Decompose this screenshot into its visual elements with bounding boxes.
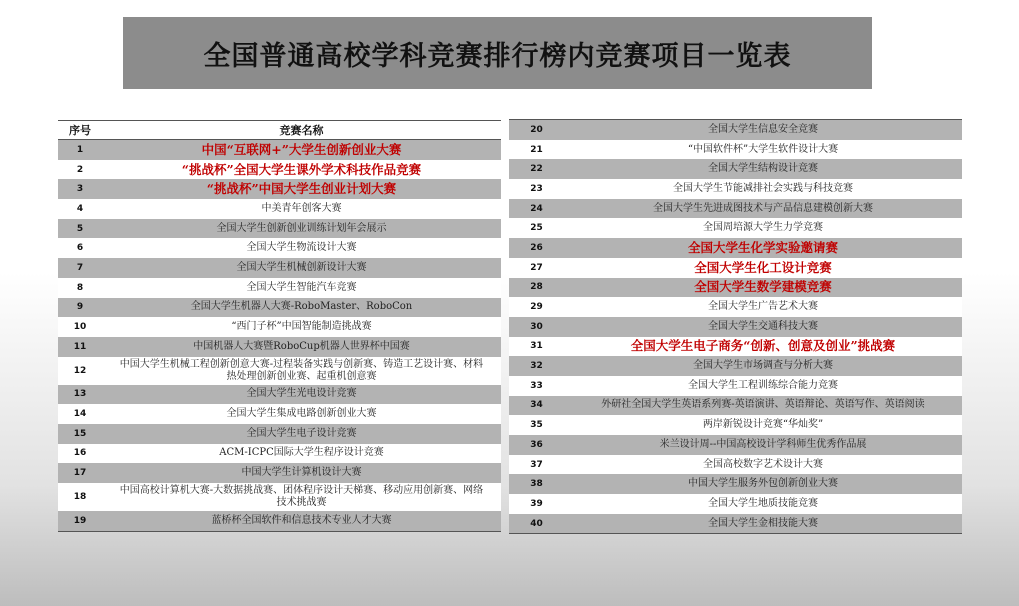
table-row [509,455,962,475]
competition-name: 全国大学生智能汽车竞赛 [102,278,501,298]
table-row [58,337,501,357]
table-row [509,514,962,534]
row-number: 5 [58,219,102,239]
table-row [509,238,962,258]
competition-name: 全国大学生市场调查与分析大赛 [564,356,962,376]
row-number: 22 [509,159,564,179]
competition-name: 全国大学生电子设计竞赛 [102,424,501,444]
competition-name: 全国大学生金相技能大赛 [564,514,962,534]
competition-name: 外研社全国大学生英语系列赛-英语演讲、英语辩论、英语写作、英语阅读 [564,396,962,416]
table-row [509,140,962,160]
table-row [58,160,501,180]
row-number: 19 [58,511,102,531]
table-row [509,376,962,396]
competition-table-right [509,119,962,534]
table-row [58,298,501,318]
competition-name: 全国大学生光电设计竞赛 [102,385,501,405]
table-row [58,258,501,278]
competition-name: 全国大学生节能减排社会实践与科技竞赛 [564,179,962,199]
competition-name: 全国大学生广告艺术大赛 [564,297,962,317]
row-number: 15 [58,424,102,444]
row-number: 3 [58,179,102,199]
competition-name: “中国软件杯”大学生软件设计大赛 [564,140,962,160]
row-number: 25 [509,218,564,238]
competition-name: 全国大学生创新创业训练计划年会展示 [102,219,501,239]
title-banner [123,17,872,89]
row-number: 29 [509,297,564,317]
competition-name: 全国大学生交通科技大赛 [564,317,962,337]
row-number: 13 [58,385,102,405]
competition-name: “挑战杯”全国大学生课外学术科技作品竞赛 [102,160,501,180]
table-row [509,120,962,140]
competition-name: 全国周培源大学生力学竞赛 [564,218,962,238]
table-row [509,199,962,219]
competition-name: “西门子杯”中国智能制造挑战赛 [102,317,501,337]
table-row [58,404,501,424]
table-row [58,140,501,160]
table-row [509,474,962,494]
header-number: 序号 [58,121,102,140]
table-row [58,385,501,405]
row-number: 27 [509,258,564,278]
row-number: 18 [58,483,102,511]
row-number: 35 [509,415,564,435]
row-number: 32 [509,356,564,376]
row-number: 4 [58,199,102,219]
competition-name: 全国大学生集成电路创新创业大赛 [102,404,501,424]
competition-table-left [58,120,501,532]
competition-name: 全国大学生地质技能竞赛 [564,494,962,514]
table-row [509,356,962,376]
competition-name: 全国大学生物流设计大赛 [102,238,501,258]
competition-name: 全国大学生机器人大赛-RoboMaster、RoboCon [102,298,501,318]
table-row [58,179,501,199]
table-row [509,159,962,179]
row-number: 40 [509,514,564,534]
table-row [58,199,501,219]
competition-name: 中国高校计算机大赛-大数据挑战赛、团体程序设计天梯赛、移动应用创新赛、网络技术挑战赛 [102,483,501,511]
row-number: 14 [58,404,102,424]
table-row [509,258,962,278]
table-row [509,415,962,435]
competition-name: 中国“互联网+”大学生创新创业大赛 [102,140,501,160]
row-number: 11 [58,337,102,357]
table-row [58,424,501,444]
row-number: 34 [509,396,564,416]
competition-name: 两岸新锐设计竞赛“华灿奖” [564,415,962,435]
row-number: 16 [58,444,102,464]
competition-name: 中国大学生机械工程创新创意大赛-过程装备实践与创新赛、铸造工艺设计赛、材料热处理创新创业赛、起重机创意赛 [102,357,501,385]
table-row [509,435,962,455]
row-number: 39 [509,494,564,514]
row-number: 17 [58,463,102,483]
competition-name: 中国大学生服务外包创新创业大赛 [564,474,962,494]
table-row [58,357,501,385]
table-row [58,444,501,464]
competition-name: 中美青年创客大赛 [102,199,501,219]
table-row [509,396,962,416]
table-row [58,219,501,239]
row-number: 20 [509,120,564,140]
header-name: 竞赛名称 [102,121,501,140]
competition-name: 中国大学生计算机设计大赛 [102,463,501,483]
competition-name: 中国机器人大赛暨RoboCup机器人世界杯中国赛 [102,337,501,357]
row-number: 30 [509,317,564,337]
row-number: 12 [58,357,102,385]
row-number: 2 [58,160,102,180]
table-row [509,337,962,357]
competition-name: 全国大学生工程训练综合能力竞赛 [564,376,962,396]
row-number: 37 [509,455,564,475]
row-number: 26 [509,238,564,258]
competition-name: 全国大学生信息安全竞赛 [564,120,962,140]
competition-name: 米兰设计周--中国高校设计学科师生优秀作品展 [564,435,962,455]
table-row [58,463,501,483]
table-header-row [58,121,501,140]
row-number: 33 [509,376,564,396]
table-row [509,179,962,199]
table-row [58,483,501,511]
row-number: 10 [58,317,102,337]
competition-name: 全国大学生化工设计竞赛 [564,258,962,278]
row-number: 36 [509,435,564,455]
table-row [58,317,501,337]
row-number: 6 [58,238,102,258]
competition-name: ACM-ICPC国际大学生程序设计竞赛 [102,444,501,464]
row-number: 8 [58,278,102,298]
row-number: 9 [58,298,102,318]
competition-name: 全国大学生数学建模竞赛 [564,278,962,298]
table-row [509,218,962,238]
row-number: 38 [509,474,564,494]
row-number: 24 [509,199,564,219]
competition-name: 全国大学生先进成图技术与产品信息建模创新大赛 [564,199,962,219]
competition-name: “挑战杯”中国大学生创业计划大赛 [102,179,501,199]
row-number: 7 [58,258,102,278]
competition-name: 全国高校数字艺术设计大赛 [564,455,962,475]
table-row [58,238,501,258]
competition-name: 全国大学生化学实验邀请赛 [564,238,962,258]
competition-name: 全国大学生结构设计竞赛 [564,159,962,179]
table-row [58,511,501,531]
row-number: 21 [509,140,564,160]
competition-name: 全国大学生机械创新设计大赛 [102,258,501,278]
row-number: 28 [509,278,564,298]
competition-name: 蓝桥杯全国软件和信息技术专业人才大赛 [102,511,501,531]
row-number: 31 [509,337,564,357]
page-title: 全国普通高校学科竞赛排行榜内竞赛项目一览表 [203,40,792,72]
table-row [509,317,962,337]
table-row [509,278,962,298]
row-number: 23 [509,179,564,199]
competition-name: 全国大学生电子商务“创新、创意及创业”挑战赛 [564,337,962,357]
table-row [58,278,501,298]
row-number: 1 [58,140,102,160]
table-row [509,494,962,514]
table-row [509,297,962,317]
